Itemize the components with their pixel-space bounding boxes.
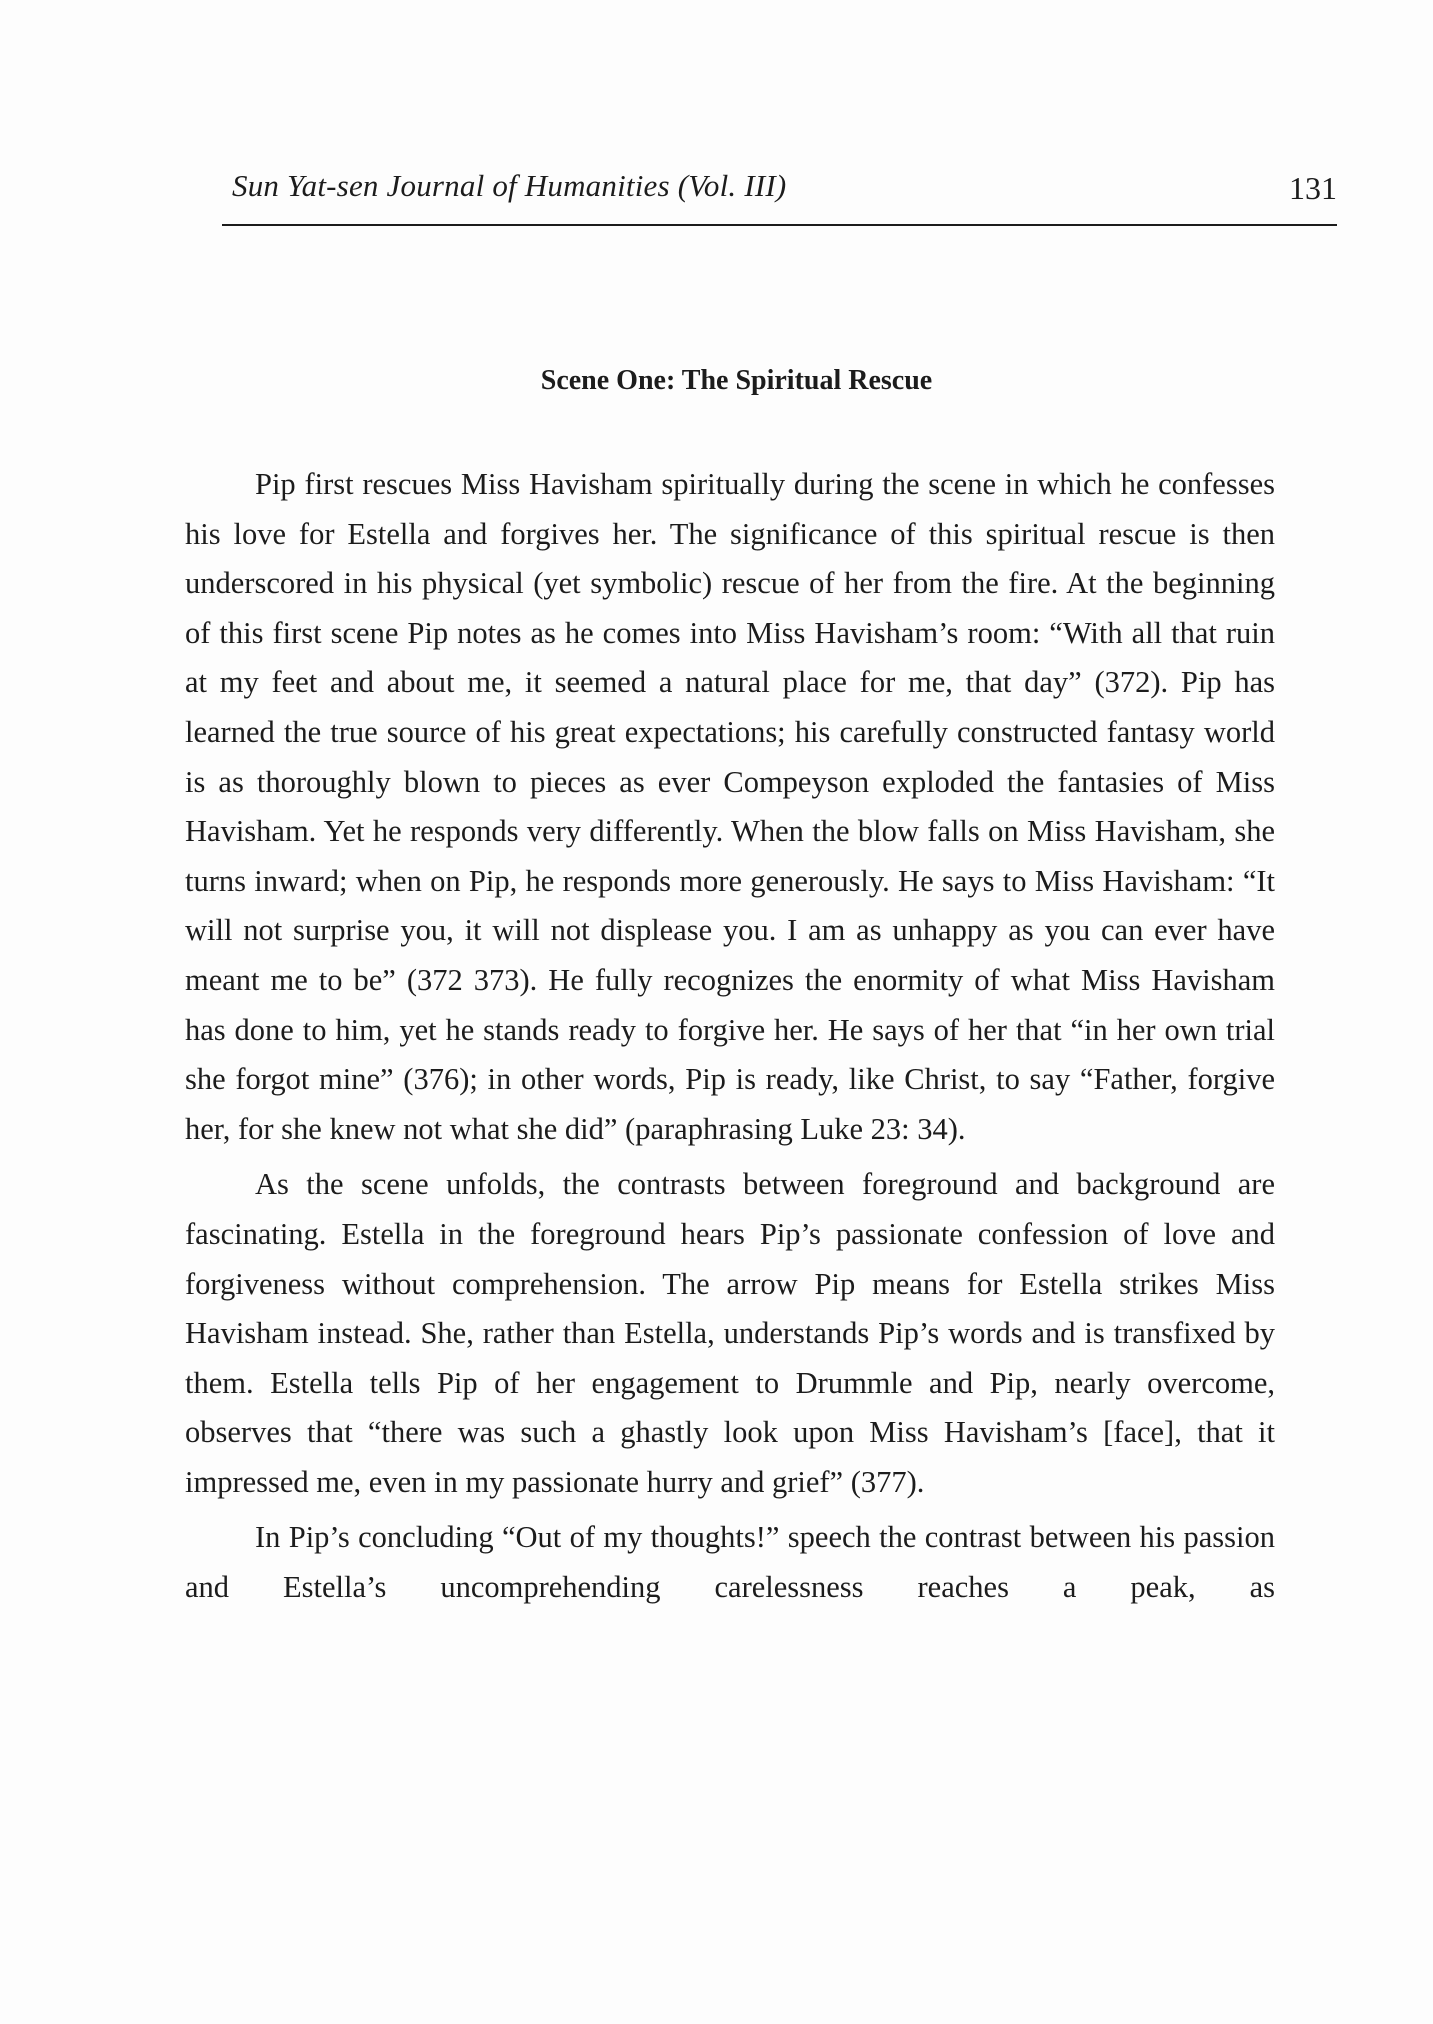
page-number: 131	[1289, 170, 1337, 206]
paragraph-2: As the scene unfolds, the contrasts between foreground and background are fascinating. Estella in the foreground hears Pip’s passionate confession of love and forgiveness without comprehension. The arrow Pip means for Estella strikes Miss Havisham instead. She, rather than Estella, understands Pip’s words and is transfixed by them. Estella tells Pip of her engagement to Drummle and Pip, nearly overcome, observes that “there was such a ghastly look upon Miss Havisham’s [face], that it impressed me, even in my passionate hurry and grief” (377).	[185, 1167, 1275, 1499]
body-text	[185, 460, 1275, 1619]
running-header	[222, 168, 1337, 228]
paragraph-1: Pip first rescues Miss Havisham spiritually during the scene in which he confesses his love for Estella and forgives her. The significance of this spiritual rescue is then underscored in his physical (yet symbolic) rescue of her from the fire. At the beginning of this first scene Pip notes as he comes into Miss Havisham’s room: “With all that ruin at my feet and about me, it seemed a natural place for me, that day” (372). Pip has learned the true source of his great expectations; his carefully constructed fantasy world is as thoroughly blown to pieces as ever Compeyson exploded the fantasies of Miss Havisham. Yet he responds very differently. When the blow falls on Miss Havisham, she turns inward; when on Pip, he responds more generously. He says to Miss Havisham: “It will not surprise you, it will not displease you. I am as unhappy as you can ever have meant me to be” (372 373). He fully recognizes the enormity of what Miss Havisham has done to him, yet he stands ready to forgive her. He says of her that “in her own trial she forgot mine” (376); in other words, Pip is ready, like Christ, to say “Father, forgive her, for she knew not what she did” (paraphrasing Luke 23: 34).	[185, 467, 1275, 1146]
journal-title: Sun Yat-sen Journal of Humanities (Vol. III)	[232, 168, 787, 203]
header-rule	[222, 224, 1337, 226]
paragraph-3: In Pip’s concluding “Out of my thoughts!” speech the contrast between his passion and Estella’s uncomprehending carelessness reaches a peak, as	[185, 1520, 1275, 1605]
section-heading: Scene One: The Spiritual Rescue	[540, 365, 933, 396]
